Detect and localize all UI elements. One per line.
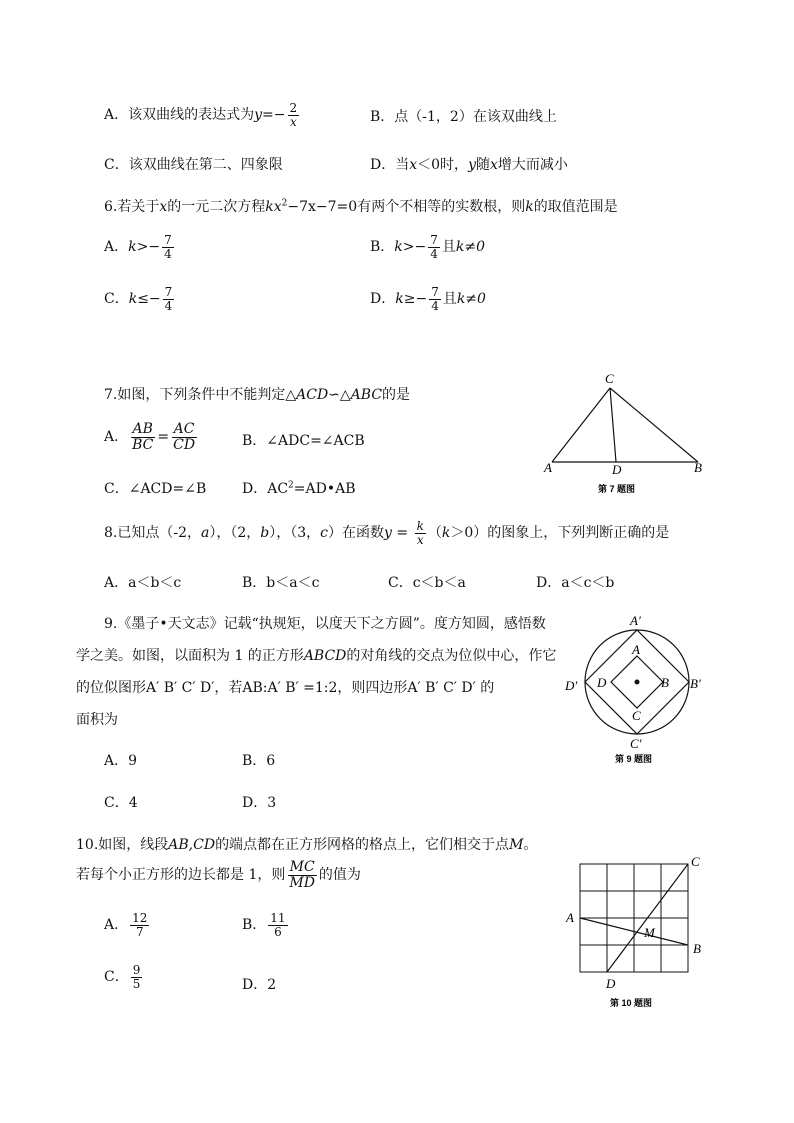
q7-triangle-figure [540,370,720,500]
label-b-prime: B′ [690,676,701,691]
q7-option-a-fraction1 [130,422,155,452]
q6-option-c [104,286,176,312]
q5-option-d-x: x [409,157,418,173]
q10-line-1-pre: 10.如图，线段 [76,837,169,853]
side-ca [552,388,610,462]
q7-option-a-eq: = [157,429,170,446]
option-label: C． [104,969,129,986]
q6-option-c-k: k [128,291,138,308]
q6-option-c-rel: ≤− [137,291,161,308]
q10-option-a [104,912,151,938]
q10-option-c-fraction [131,964,143,990]
q10-line-2-pre: 若每个小正方形的边长都是 1，则 [76,867,286,884]
q5-option-a [104,102,301,128]
fraction-numerator: 2 [289,101,298,115]
q9-option-d: D．3 [242,795,277,811]
q9-line-2-post: 的对角线的交点为位似中心，作它 [346,648,557,664]
q5-option-a-eq: =− [262,107,286,124]
q8-stem-a: a [201,525,210,542]
q6-option-d-post: 且 [442,291,457,308]
q7-option-d [242,478,356,498]
q5-option-a-y: y [254,107,263,124]
q6-stem-x: x [159,199,168,215]
q6-stem [104,196,618,216]
q8-stem-m1: ），（2， [209,525,261,542]
fraction-numerator: 11 [270,911,286,925]
q5-option-a-fraction [288,102,300,128]
q6-stem-sup: 2 [281,198,288,209]
q6-stem-eq2: −7x−7=0 [287,199,358,215]
q5-option-b: B．点（-1，2）在该双曲线上 [370,109,557,125]
fraction-denominator: x [289,114,297,129]
option-label: A． [104,239,129,256]
label-d: D [606,976,616,991]
q8-option-a: A．a＜b＜c [104,575,182,591]
q6-option-d-cond: k≠0 [456,291,486,308]
fraction-denominator: BC [132,436,154,453]
q7-stem-sim: ∽△ [328,387,351,403]
label-d: D [612,462,622,477]
q6-option-a-rel: >− [136,239,161,256]
figure-caption: 第 9 题图 [615,754,653,764]
q5-option-d-post: 增大而减小 [497,157,568,173]
q10-line-1-post: 的端点都在正方形网格的格点上，它们相交于点 [215,837,510,853]
q6-stem-eq: kx [265,199,282,215]
q6-option-b-post: 且 [441,239,456,256]
q8-stem-b: b [260,525,270,542]
center-point [635,680,640,685]
q7-stem [104,384,410,404]
q5-option-d-pre: D．当 [370,157,410,173]
q8-stem-m4: （ [427,525,442,542]
q7-option-b: B．∠ADC=∠ACB [242,433,365,449]
fraction-numerator: 7 [164,285,173,299]
fraction-numerator: 7 [164,233,172,247]
q6-stem-pre: 6.若关于 [104,199,160,215]
fraction-denominator: 4 [431,298,439,313]
q7-option-c: C．∠ACD=∠B [104,481,207,497]
option-label: A． [104,429,129,446]
q6-stem-k: k [525,199,534,215]
q5-option-d-mid2: 随 [475,157,490,173]
label-m: M [644,925,655,940]
fraction-denominator: 7 [135,924,144,939]
fraction-denominator: 4 [164,298,173,313]
q9-line-1: 9.《墨子•天文志》记载“执规矩，以度天下之方圆”。度方知圆，感悟数 [104,616,546,632]
q7-option-d-sup: 2 [288,480,294,491]
q8-stem-y: y [384,525,392,542]
option-label: A． [104,917,129,934]
q6-stem-mid: 的一元二次方程 [167,199,266,215]
q8-option-b: B．b＜a＜c [242,575,320,591]
fraction-numerator: 9 [132,963,141,977]
label-b: B [694,460,702,475]
fraction-denominator: MD [289,874,315,891]
label-a: A [566,910,574,925]
q6-option-d-fraction [429,286,441,312]
q6-stem-post: 有两个不相等的实数根，则 [357,199,526,215]
q6-option-a-k: k [128,239,137,256]
q10-option-b-fraction [268,912,287,938]
q10-line-1-seg: AB,CD [168,837,216,853]
q5-option-d [370,154,568,174]
fraction-numerator: 7 [431,285,439,299]
q9-option-c: C．4 [104,795,138,811]
fraction-numerator: 12 [132,911,148,925]
q6-stem-end: 的取值范围是 [533,199,618,215]
label-c: C [632,708,641,723]
fraction-numerator: AC [173,421,195,437]
grid [580,864,688,972]
q10-line-1-m: M [509,837,524,853]
q6-option-b-k: k [394,239,403,256]
q6-option-c-fraction [163,286,175,312]
q6-option-b-cond: k≠0 [455,239,486,256]
option-label: B． [370,239,395,256]
q10-line-1 [76,834,537,854]
q9-line-2-abcd: ABCD [303,648,347,664]
q9-option-b: B．6 [242,753,276,769]
q6-option-b-rel: >− [402,239,427,256]
q6-option-b [370,234,485,260]
q5-option-d-x2: x [489,157,498,173]
q6-option-d-k: k [395,291,404,308]
option-label: D． [370,291,396,308]
q9-circle-square-figure [560,608,710,768]
q7-stem-pre: 7.如图，下列条件中不能判定△ [104,387,297,403]
q6-option-a-fraction [162,234,174,260]
label-a-prime: A′ [630,613,641,628]
q8-stem-m3: ）在函数 [328,525,385,542]
q8-stem-m2: ），（3， [269,525,321,542]
q8-stem [104,520,669,546]
label-d: D [597,675,607,690]
fraction-numerator: MC [289,859,315,875]
fraction-denominator: CD [173,436,196,453]
q8-option-c: C．c＜b＜a [388,575,466,591]
side-cb [610,388,698,462]
label-c: C [605,371,614,386]
q8-option-d: D．a＜c＜b [536,575,615,591]
q7-option-d-pre: D．AC [242,481,289,497]
q10-option-c [104,964,144,990]
q6-option-d-rel: ≥− [403,291,428,308]
q10-line-2-fraction [287,860,317,890]
q5-option-d-y: y [468,157,476,173]
option-label: B． [242,917,267,934]
q8-stem-fraction [415,520,426,546]
fraction-denominator: 4 [430,246,438,261]
segment-cd [610,388,616,462]
q8-stem-c: c [320,525,329,542]
q9-line-2 [76,640,556,672]
figure-caption: 第 10 题图 [610,998,653,1008]
label-a: A [632,642,640,657]
q8-stem-post: ＞0）的图象上，下列判断正确的是 [450,525,670,542]
q10-grid-figure [560,848,710,1013]
q10-line-1-end: 。 [523,837,538,853]
label-d-prime: D′ [565,678,578,693]
q10-line-2-post: 的值为 [318,867,361,884]
q5-option-c: C．该双曲线在第二、四象限 [104,157,283,173]
q7-stem-t1: ACD [296,387,329,403]
q7-option-d-post: =AD•AB [293,481,356,497]
q6-option-b-fraction [428,234,440,260]
label-c: C [691,854,700,869]
label-b: B [693,941,701,956]
q10-option-b [242,912,290,938]
label-b: B [661,675,669,690]
q8-stem-eq: = [391,525,413,542]
q9-line-4: 面积为 [76,712,118,728]
figure-caption: 第 7 题图 [598,484,636,494]
q8-stem-pre: 8.已知点（-2， [104,525,201,542]
fraction-denominator: 4 [164,246,172,261]
q8-stem-k: k [441,525,451,542]
q9-line-2-pre: 学之美。如图，以面积为 1 的正方形 [76,648,304,664]
fraction-numerator: 7 [430,233,438,247]
fraction-numerator: AB [132,421,153,437]
q10-option-d: D．2 [242,977,277,993]
q10-line-2 [76,860,361,890]
q9-option-a: A．9 [104,753,138,769]
q5-option-d-mid: ＜0时， [417,157,469,173]
q7-stem-post: 的是 [382,387,411,403]
option-label: C． [104,291,129,308]
q10-option-a-fraction [130,912,149,938]
fraction-denominator: 5 [132,976,141,991]
label-a: A [544,460,552,475]
q7-option-a-fraction2 [171,422,197,452]
fraction-denominator: 6 [274,924,282,939]
label-c-prime: C′ [630,736,642,751]
q9-line-3: 的位似图形A′ B′ C′ D′，若AB:A′ B′ =1:2，则四边形A′ B′ C′ D′ 的 [76,680,495,696]
fraction-numerator: k [416,519,424,533]
fraction-denominator: x [416,532,424,547]
q7-stem-t2: ABC [350,387,383,403]
q5-option-a-text: A．该双曲线的表达式为 [104,107,255,124]
q6-option-d [370,286,486,312]
q7-option-a [104,422,199,452]
q6-option-a [104,234,176,260]
